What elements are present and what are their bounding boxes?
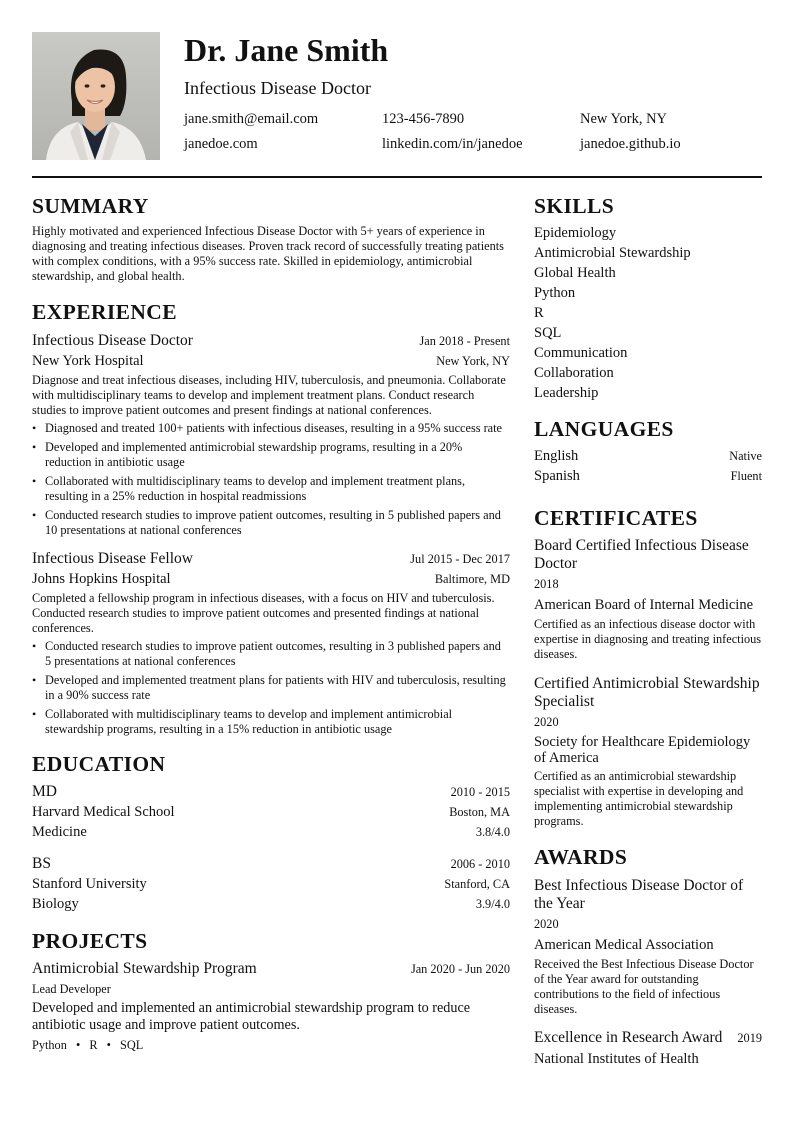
education-dates: 2010 - 2015 — [450, 785, 510, 799]
award-issuer: American Medical Association — [534, 937, 714, 953]
job-bullets — [32, 421, 510, 538]
summary-text: Highly motivated and experienced Infectious Disease Doctor with 5+ years of experience in diagnosing and treating infectious diseases. Proven track record of successfully treating patients with complex conditions, with a 95% success rate. Skilled in epidemiology, antimicrobial stewardship, and global health. — [32, 224, 504, 283]
experience-entry — [32, 549, 510, 737]
skill-item: Global Health — [534, 265, 616, 281]
right-column — [534, 192, 762, 1068]
contact-linkedin[interactable]: linkedin.com/in/janedoe — [382, 136, 523, 152]
project-entry — [32, 959, 510, 1053]
language-item — [534, 466, 762, 486]
contact-github[interactable]: janedoe.github.io — [580, 136, 681, 152]
degree: BS — [32, 855, 51, 872]
awards-section — [534, 843, 762, 1068]
summary-section — [32, 192, 510, 284]
project-description: Developed and implemented an antimicrobial stewardship program to reduce antibiotic usage and improve patient outcomes. — [32, 1000, 471, 1033]
certificate-year: 2018 — [534, 577, 559, 591]
section-heading: SKILLS — [534, 194, 615, 218]
school-location: Boston, MA — [449, 805, 510, 819]
experience-section — [32, 298, 510, 737]
gpa: 3.9/4.0 — [475, 897, 510, 911]
gpa: 3.8/4.0 — [475, 825, 510, 839]
education-entry — [32, 782, 510, 842]
certificate-title: Certified Antimicrobial Stewardship Specialist — [534, 675, 760, 710]
section-heading: EDUCATION — [32, 752, 166, 776]
project-tag: SQL — [120, 1038, 144, 1052]
job-dates: Jan 2018 - Present — [419, 334, 510, 348]
skill-item: R — [534, 305, 544, 321]
header-divider — [32, 176, 762, 178]
job-bullet: • Conducted research studies to improve patient outcomes, resulting in 3 published papers and 5 presentations at national conferences — [32, 639, 510, 669]
job-bullet: • Developed and implemented antimicrobial stewardship programs, resulting in a 20% reduction in antibiotic usage — [32, 440, 510, 470]
languages-list — [534, 446, 762, 486]
award-issuer: National Institutes of Health — [534, 1051, 699, 1067]
education-dates: 2006 - 2010 — [450, 857, 510, 871]
project-tags — [32, 1038, 510, 1053]
left-column — [32, 192, 510, 1053]
project-tag: Python — [32, 1038, 67, 1052]
certificate-issuer: Society for Healthcare Epidemiology of America — [534, 734, 751, 766]
job-role: Infectious Disease Fellow — [32, 550, 193, 567]
job-location: Baltimore, MD — [434, 572, 510, 586]
language-name: Spanish — [534, 468, 580, 484]
skill-item: SQL — [534, 325, 562, 341]
certificate-description: Certified as an antimicrobial stewardship specialist with expertise in developing and implementing antimicrobial stewardship programs. — [534, 769, 744, 828]
job-organization: Johns Hopkins Hospital — [32, 571, 171, 587]
skills-section — [534, 192, 762, 403]
contact-email[interactable]: jane.smith@email.com — [184, 111, 319, 127]
certificates-section — [534, 504, 762, 829]
job-location: New York, NY — [436, 354, 510, 368]
project-role: Lead Developer — [32, 982, 111, 996]
tag-separator: • — [75, 1038, 81, 1052]
school-location: Stanford, CA — [444, 877, 510, 891]
skill-item: Python — [534, 285, 576, 301]
degree: MD — [32, 783, 57, 800]
skill-item: Leadership — [534, 385, 599, 401]
certificate-entry — [534, 537, 762, 662]
section-heading: CERTIFICATES — [534, 506, 698, 530]
tag-separator: • — [106, 1038, 111, 1052]
section-heading: AWARDS — [534, 845, 628, 869]
certificate-entry — [534, 675, 762, 829]
education-section — [32, 750, 510, 914]
certificate-description: Certified as an infectious disease doctor with expertise in diagnosing and treating infectious diseases. — [534, 617, 762, 661]
skill-item: Collaboration — [534, 365, 614, 381]
job-role: Infectious Disease Doctor — [32, 332, 193, 349]
skills-list — [534, 223, 762, 403]
award-title: Excellence in Research Award — [534, 1029, 723, 1046]
school: Stanford University — [32, 876, 147, 892]
job-bullet: • Conducted research studies to improve patient outcomes, resulting in 5 published papers and 10 presentations at national conferences — [32, 508, 510, 538]
language-level: Native — [729, 449, 762, 463]
language-item — [534, 446, 762, 466]
field-of-study: Biology — [32, 896, 79, 912]
section-heading: SUMMARY — [32, 194, 149, 218]
job-organization: New York Hospital — [32, 353, 144, 369]
award-entry — [534, 1029, 762, 1068]
contact-location: New York, NY — [580, 111, 668, 127]
certificate-title: Board Certified Infectious Disease Doctor — [534, 537, 749, 572]
language-level: Fluent — [730, 469, 762, 483]
section-heading: PROJECTS — [32, 929, 148, 953]
language-name: English — [534, 448, 579, 464]
skill-item: Communication — [534, 345, 628, 361]
award-year: 2020 — [534, 917, 559, 931]
candidate-name: Dr. Jane Smith — [184, 32, 389, 68]
education-entry — [32, 854, 510, 914]
contact-phone[interactable]: 123-456-7890 — [382, 111, 465, 127]
award-title: Best Infectious Disease Doctor of the Year — [534, 877, 744, 912]
job-bullet: • Developed and implemented treatment plans for patients with HIV and tuberculosis, resulting in a 90% success rate — [32, 673, 510, 703]
candidate-title: Infectious Disease Doctor — [184, 78, 371, 98]
skill-item: Epidemiology — [534, 225, 617, 241]
job-dates: Jul 2015 - Dec 2017 — [410, 552, 510, 566]
job-description: Completed a fellowship program in infectious diseases, with a focus on HIV and tuberculosis. Conducted research studies to improve patient outcomes and presented findings at national conferences. — [32, 591, 495, 635]
projects-section — [32, 927, 510, 1053]
skill-item: Antimicrobial Stewardship — [534, 245, 691, 261]
contact-website[interactable]: janedoe.com — [184, 136, 258, 152]
languages-section — [534, 415, 762, 486]
profile-photo — [32, 32, 160, 160]
project-dates: Jan 2020 - Jun 2020 — [410, 962, 510, 976]
award-year: 2019 — [737, 1031, 762, 1045]
certificate-issuer: American Board of Internal Medicine — [534, 597, 754, 613]
certificate-year: 2020 — [534, 715, 559, 729]
field-of-study: Medicine — [32, 824, 87, 840]
job-bullets — [32, 639, 510, 737]
school: Harvard Medical School — [32, 804, 175, 820]
section-heading: LANGUAGES — [534, 417, 674, 441]
award-description: Received the Best Infectious Disease Doctor of the Year award for outstanding contributions to the field of infectious diseases. — [534, 957, 754, 1016]
award-entry — [534, 877, 762, 1017]
project-name: Antimicrobial Stewardship Program — [32, 960, 257, 977]
experience-entry — [32, 331, 510, 538]
job-bullet: • Collaborated with multidisciplinary teams to develop and implement antimicrobial stewardship programs, resulting in a 15% reduction in antibiotic usage — [32, 707, 510, 737]
section-heading: EXPERIENCE — [32, 300, 177, 324]
job-bullet: • Collaborated with multidisciplinary teams to develop and implement treatment plans, resulting in a 25% reduction in hospital readmissions — [32, 474, 510, 504]
job-bullet: • Diagnosed and treated 100+ patients with infectious diseases, resulting in a 95% success rate — [32, 421, 510, 436]
project-tag: R — [89, 1038, 98, 1052]
job-description: Diagnose and treat infectious diseases, including HIV, tuberculosis, and pneumonia. Collaborate with multidisciplinary teams to develop and implement treatment plans. Conduct research studies to improve patient outcomes and present findings at national conferences. — [32, 373, 506, 417]
portrait-image — [32, 32, 160, 160]
